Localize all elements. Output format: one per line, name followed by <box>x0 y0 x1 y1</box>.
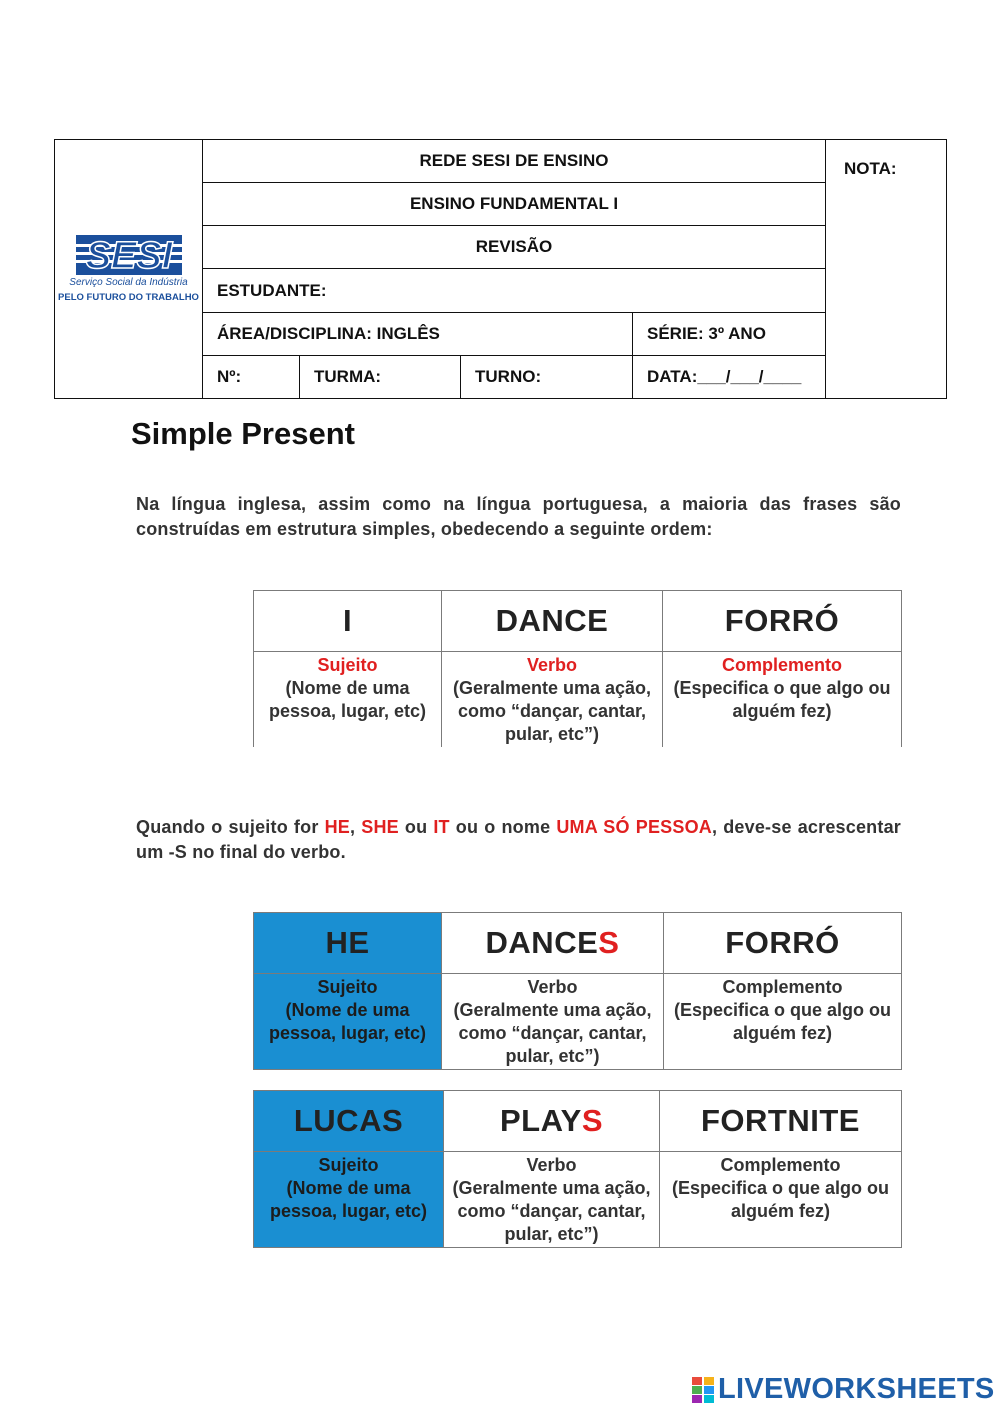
liveworksheets-brand <box>692 1373 995 1406</box>
page-title: Simple Present <box>131 416 355 451</box>
number-field[interactable]: Nº: <box>203 355 300 398</box>
example-subject: LUCAS <box>254 1091 444 1152</box>
example-subject: I <box>254 591 442 652</box>
subject-desc: (Nome de uma pessoa, lugar, etc) <box>269 1178 428 1221</box>
example-table-he-dances <box>253 912 902 1070</box>
verb-description <box>442 974 664 1070</box>
student-field[interactable]: ESTUDANTE: <box>203 269 826 312</box>
rule-he: HE <box>324 817 350 837</box>
verb-suffix: S <box>598 925 620 960</box>
complement-desc: (Especifica o que algo ou alguém fez) <box>673 1000 892 1043</box>
complement-role: Complemento <box>720 1155 841 1175</box>
rule-one-person: UMA SÓ PESSOA <box>556 817 712 837</box>
rule-text-2: ou o nome <box>449 817 557 837</box>
example-subject: HE <box>254 913 442 974</box>
shift-field[interactable]: TURNO: <box>461 355 633 398</box>
network-label: REDE SESI DE ENSINO <box>203 140 826 183</box>
rule-text-3: , deve-se acrescentar um -S no final do verbo. <box>136 817 901 862</box>
rule-or: ou <box>398 817 434 837</box>
liveworksheets-icon <box>692 1377 714 1403</box>
sesi-logo-mark <box>76 235 182 275</box>
verb-description <box>444 1152 660 1248</box>
sesi-slogan: PELO FUTURO DO TRABALHO <box>58 292 199 303</box>
class-field[interactable]: TURMA: <box>300 355 461 398</box>
subject-desc: (Nome de uma pessoa, lugar, etc) <box>268 1000 427 1043</box>
grade-score-box[interactable]: NOTA: <box>826 140 947 399</box>
verb-desc: (Geralmente uma ação, como “dançar, cantar, pular, etc”) <box>452 1178 651 1244</box>
rule-comma: , <box>349 817 362 837</box>
verb-role: Verbo <box>526 1155 577 1175</box>
example-complement: FORRÓ <box>663 591 902 652</box>
example-verb <box>442 913 664 974</box>
complement-description <box>663 652 902 748</box>
example-verb: DANCE <box>442 591 663 652</box>
verb-suffix: S <box>581 1103 604 1138</box>
subject-description <box>254 974 442 1070</box>
example-complement: FORRÓ <box>664 913 902 974</box>
verb-role: Verbo <box>526 655 578 675</box>
verb-base: PLAY <box>499 1103 582 1138</box>
level-label: ENSINO FUNDAMENTAL I <box>203 183 826 226</box>
verb-description <box>442 652 663 748</box>
grade-level-label: SÉRIE: 3º ANO <box>633 312 826 355</box>
example-complement: FORTNITE <box>660 1091 902 1152</box>
subject-description <box>254 1152 444 1248</box>
complement-description <box>664 974 902 1070</box>
subject-role: Sujeito <box>318 1155 379 1175</box>
verb-desc: (Geralmente uma ação, como “dançar, cantar, pular, etc”) <box>453 1000 652 1066</box>
verb-role: Verbo <box>527 977 578 997</box>
verb-desc: (Geralmente uma ação, como “dançar, cantar, pular, etc”) <box>452 678 652 744</box>
intro-paragraph: Na língua inglesa, assim como na língua portuguesa, a maioria das frases são construídas em estrutura simples, obedecendo a seguinte ordem: <box>136 494 901 539</box>
complement-desc: (Especifica o que algo ou alguém fez) <box>673 678 891 721</box>
example-table-lucas-plays <box>253 1090 902 1248</box>
subject-role: Sujeito <box>317 977 378 997</box>
liveworksheets-text: LIVEWORKSHEETS <box>718 1373 995 1405</box>
example-table-i-dance <box>253 590 902 747</box>
complement-desc: (Especifica o que algo ou alguém fez) <box>671 1178 890 1221</box>
date-field[interactable]: DATA:___/___/____ <box>633 355 826 398</box>
complement-role: Complemento <box>722 977 843 997</box>
subject-description <box>254 652 442 748</box>
example-verb <box>444 1091 660 1152</box>
rule-paragraph <box>136 815 901 865</box>
complement-role: Complemento <box>721 655 842 675</box>
verb-base: DANCE <box>485 925 599 960</box>
header-table <box>54 139 947 399</box>
subject-role: Sujeito <box>317 655 378 675</box>
rule-text-1: Quando o sujeito for <box>136 817 325 837</box>
discipline-label: ÁREA/DISCIPLINA: INGLÊS <box>203 312 633 355</box>
rule-it: IT <box>433 817 450 837</box>
sesi-logo-text: SESI <box>85 235 172 275</box>
complement-description <box>660 1152 902 1248</box>
subject-desc: (Nome de uma pessoa, lugar, etc) <box>268 678 427 721</box>
activity-label: REVISÃO <box>203 226 826 269</box>
rule-she: SHE <box>361 817 399 837</box>
sesi-logo <box>55 140 203 399</box>
sesi-subtitle: Serviço Social da Indústria <box>69 277 188 288</box>
